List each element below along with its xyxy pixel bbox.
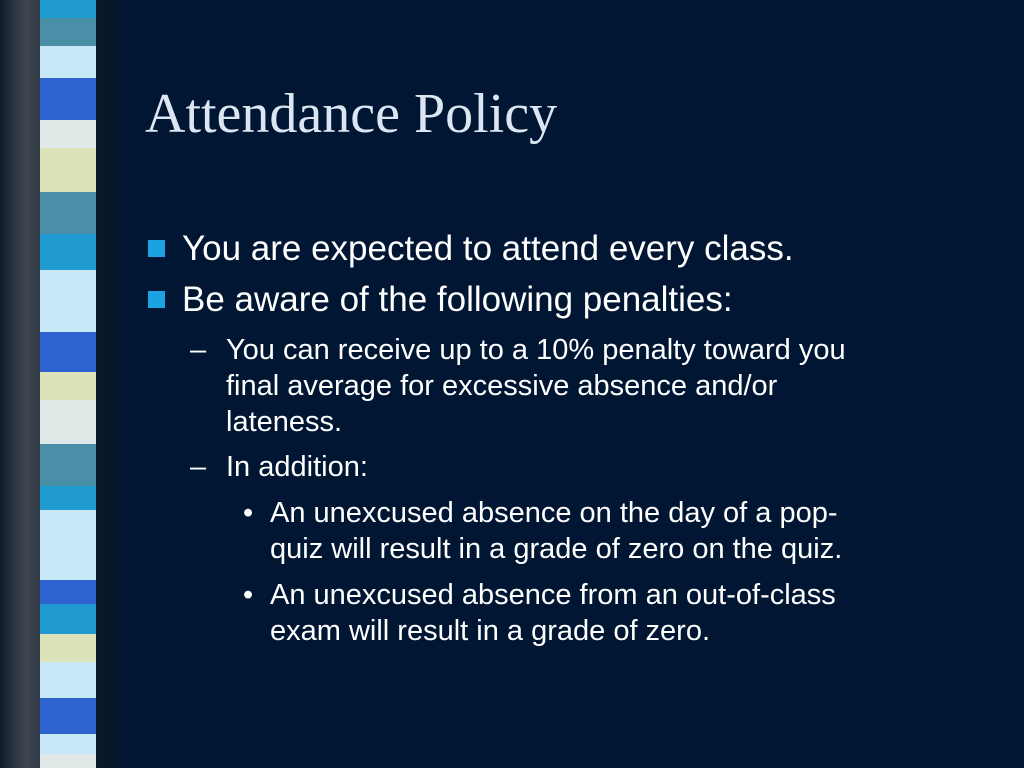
text-line: lateness. (226, 406, 343, 438)
sub-bullet-text (226, 449, 966, 485)
slide-title: Attendance Policy (145, 83, 558, 145)
decorative-stripe (40, 444, 96, 486)
decorative-stripe (40, 192, 96, 234)
dot-marker: • (243, 579, 254, 611)
decorative-stripe (40, 332, 96, 372)
dash-marker: – (190, 451, 207, 483)
dash-marker: – (190, 334, 207, 366)
decorative-stripe (40, 78, 96, 120)
text-line: quiz will result in a grade of zero on the quiz. (270, 533, 843, 565)
bullet-text: You are expected to attend every class. (182, 229, 794, 268)
decorative-stripe (40, 0, 96, 18)
decorative-stripe (40, 270, 96, 298)
decorative-stripe (40, 234, 96, 270)
text-line: In addition: (226, 451, 368, 483)
decorative-stripe (40, 148, 96, 192)
decorative-stripe (40, 400, 96, 444)
decorative-stripe (40, 510, 96, 550)
decorative-stripe (40, 372, 96, 400)
decorative-stripe (40, 120, 96, 148)
decorative-stripe (40, 298, 96, 332)
decorative-stripe (40, 18, 96, 46)
decorative-stripe (40, 604, 96, 634)
decorative-stripe (40, 580, 96, 604)
text-line: exam will result in a grade of zero. (270, 615, 711, 647)
text-line: final average for excessive absence and/or (226, 370, 778, 402)
decorative-stripe (40, 754, 96, 768)
decorative-stripe (40, 46, 96, 78)
text-line: An unexcused absence on the day of a pop- (270, 497, 838, 529)
decorative-stripe (40, 734, 96, 754)
sub-sub-bullet-text (270, 495, 960, 567)
sub-bullet-text (226, 332, 966, 440)
decorative-stripe (40, 550, 96, 580)
decorative-stripe (40, 662, 96, 698)
decorative-stripe (40, 634, 96, 662)
dot-marker: • (243, 497, 254, 529)
text-line: You can receive up to a 10% penalty toward you (226, 334, 846, 366)
square-bullet-icon (148, 240, 165, 257)
text-line: An unexcused absence from an out-of-class (270, 579, 836, 611)
decorative-stripe (40, 698, 96, 734)
bullet-text: Be aware of the following penalties: (182, 280, 733, 319)
square-bullet-icon (148, 291, 165, 308)
decorative-stripe (40, 486, 96, 510)
sub-sub-bullet-text (270, 577, 960, 649)
decorative-stripe-column (40, 0, 96, 768)
